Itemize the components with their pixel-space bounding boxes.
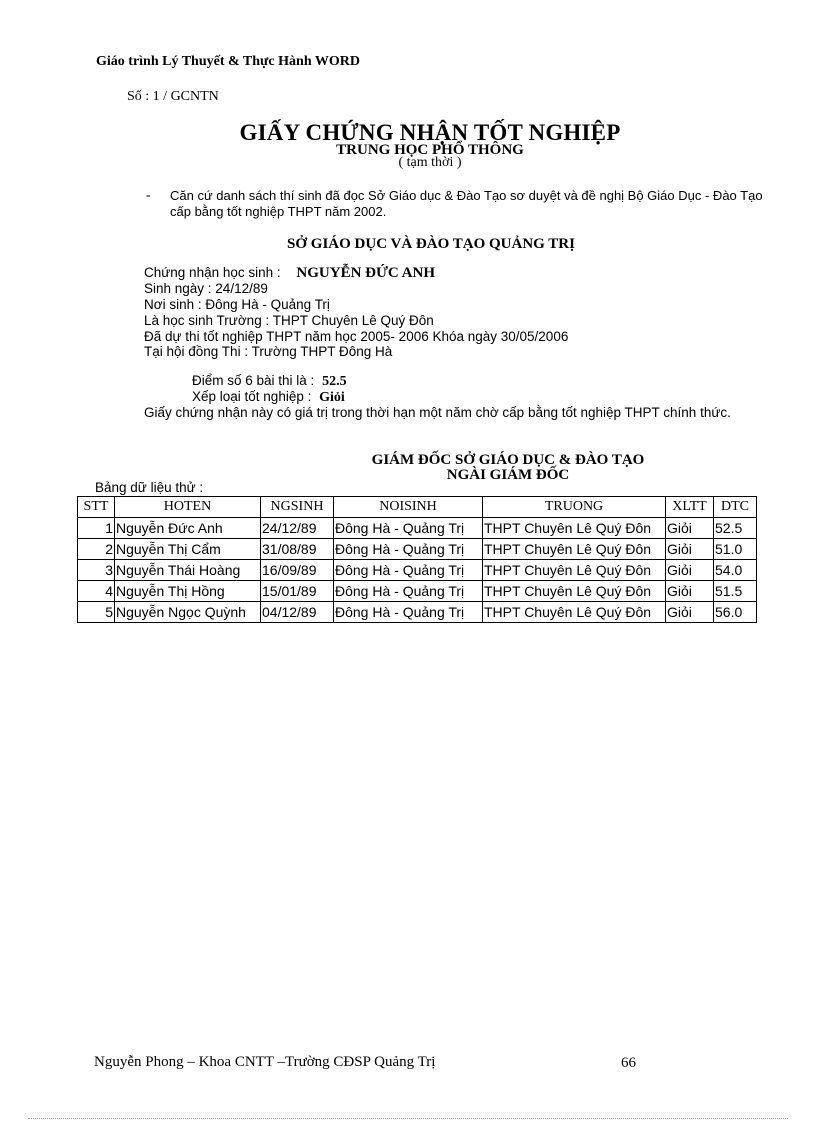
cell-xltt: Giỏi — [666, 518, 714, 539]
table-label: Bảng dữ liệu thử : — [95, 480, 204, 495]
signer-name: NGÀI GIÁM ĐỐC — [446, 467, 570, 483]
cell-ngsinh: 15/01/89 — [261, 581, 334, 602]
cert-label: Chứng nhận học sinh : — [144, 265, 281, 280]
cell-truong: THPT Chuyên Lê Quý Đôn — [483, 560, 666, 581]
document-number: Số : 1 / GCNTN — [127, 89, 219, 104]
exam-line: Đã dự thi tốt nghiệp THPT năm học 2005- 2006 Khóa ngày 30/05/2006 — [144, 329, 569, 344]
cell-stt: 5 — [78, 602, 115, 623]
data-table — [77, 496, 757, 623]
book-header: Giáo trình Lý Thuyết & Thực Hành WORD — [96, 54, 360, 69]
cell-dtc: 51.0 — [714, 539, 757, 560]
cell-stt: 2 — [78, 539, 115, 560]
header-xltt: XLTT — [666, 497, 714, 518]
cell-xltt: Giỏi — [666, 539, 714, 560]
certificate-title: GIẤY CHỨNG NHẬN TỐT NGHIỆP — [239, 120, 621, 145]
cell-xltt: Giỏi — [666, 602, 714, 623]
table-row — [78, 518, 757, 539]
cell-ngsinh: 31/08/89 — [261, 539, 334, 560]
score-line — [192, 373, 347, 390]
cell-noisinh: Đông Hà - Quảng Trị — [334, 518, 483, 539]
signer-title: GIÁM ĐỐC SỞ GIÁO DỤC & ĐÀO TẠO — [371, 452, 645, 468]
header-truong: TRUONG — [483, 497, 666, 518]
cell-truong: THPT Chuyên Lê Quý Đôn — [483, 581, 666, 602]
rank-value: Giỏi — [319, 390, 345, 405]
table-header-row — [78, 497, 757, 518]
rank-label: Xếp loại tốt nghiệp : — [192, 389, 312, 404]
cell-dtc: 51.5 — [714, 581, 757, 602]
pob-line: Nơi sinh : Đông Hà - Quảng Trị — [144, 297, 330, 312]
cell-hoten: Nguyễn Thị Cẩm — [115, 539, 261, 560]
cell-noisinh: Đông Hà - Quảng Trị — [334, 560, 483, 581]
cell-truong: THPT Chuyên Lê Quý Đôn — [483, 602, 666, 623]
school-line: Là học sinh Trường : THPT Chuyên Lê Quý Đôn — [144, 313, 434, 328]
student-line — [144, 265, 435, 282]
table-row — [78, 560, 757, 581]
table-row — [78, 581, 757, 602]
cell-noisinh: Đông Hà - Quảng Trị — [334, 539, 483, 560]
cell-hoten: Nguyễn Ngọc Quỳnh — [115, 602, 261, 623]
cell-dtc: 52.5 — [714, 518, 757, 539]
cell-xltt: Giỏi — [666, 560, 714, 581]
page-bottom-divider — [28, 1118, 788, 1119]
cell-ngsinh: 24/12/89 — [261, 518, 334, 539]
score-label: Điểm số 6 bài thi là : — [192, 373, 315, 388]
dob-line: Sinh ngày : 24/12/89 — [144, 281, 268, 296]
footer-author: Nguyễn Phong – Khoa CNTT –Trường CĐSP Quảng Trị — [94, 1054, 436, 1070]
validity-paragraph: Giấy chứng nhận này có giá trị trong thời hạn một năm chờ cấp bằng tốt nghiệp THPT chính thức. — [144, 405, 731, 420]
cell-stt: 1 — [78, 518, 115, 539]
department-heading: SỞ GIÁO DỤC VÀ ĐÀO TẠO QUẢNG TRỊ — [287, 236, 575, 252]
header-stt: STT — [78, 497, 115, 518]
table-row — [78, 602, 757, 623]
cell-truong: THPT Chuyên Lê Quý Đôn — [483, 539, 666, 560]
basis-paragraph: Căn cứ danh sách thí sinh đã đọc Sở Giáo dục & Đào Tạo sơ duyệt và đề nghị Bộ Giáo Dục - Đào Tạo cấp bằng tốt nghiệp THPT năm 2002. — [170, 188, 763, 219]
cell-ngsinh: 16/09/89 — [261, 560, 334, 581]
bullet-dash: - — [146, 188, 151, 203]
cell-dtc: 56.0 — [714, 602, 757, 623]
cell-stt: 3 — [78, 560, 115, 581]
council-line: Tại hội đồng Thi : Trường THPT Đông Hà — [144, 344, 393, 359]
cell-dtc: 54.0 — [714, 560, 757, 581]
cell-stt: 4 — [78, 581, 115, 602]
cell-truong: THPT Chuyên Lê Quý Đôn — [483, 518, 666, 539]
rank-line — [192, 389, 345, 406]
cell-xltt: Giỏi — [666, 581, 714, 602]
cell-hoten: Nguyễn Đức Anh — [115, 518, 261, 539]
student-name: NGUYỄN ĐỨC ANH — [296, 265, 436, 281]
cell-hoten: Nguyễn Thị Hồng — [115, 581, 261, 602]
cell-noisinh: Đông Hà - Quảng Trị — [334, 602, 483, 623]
score-value: 52.5 — [322, 374, 347, 389]
cell-noisinh: Đông Hà - Quảng Trị — [334, 581, 483, 602]
header-dtc: DTC — [714, 497, 757, 518]
cell-ngsinh: 04/12/89 — [261, 602, 334, 623]
header-noisinh: NOISINH — [334, 497, 483, 518]
certificate-subtitle: TRUNG HỌC PHỔ THÔNG — [336, 142, 524, 158]
certificate-subtitle-temporary: ( tạm thời ) — [398, 155, 462, 170]
header-hoten: HOTEN — [115, 497, 261, 518]
page-number: 66 — [621, 1055, 636, 1071]
table-row — [78, 539, 757, 560]
cell-hoten: Nguyễn Thái Hoàng — [115, 560, 261, 581]
header-ngsinh: NGSINH — [261, 497, 334, 518]
